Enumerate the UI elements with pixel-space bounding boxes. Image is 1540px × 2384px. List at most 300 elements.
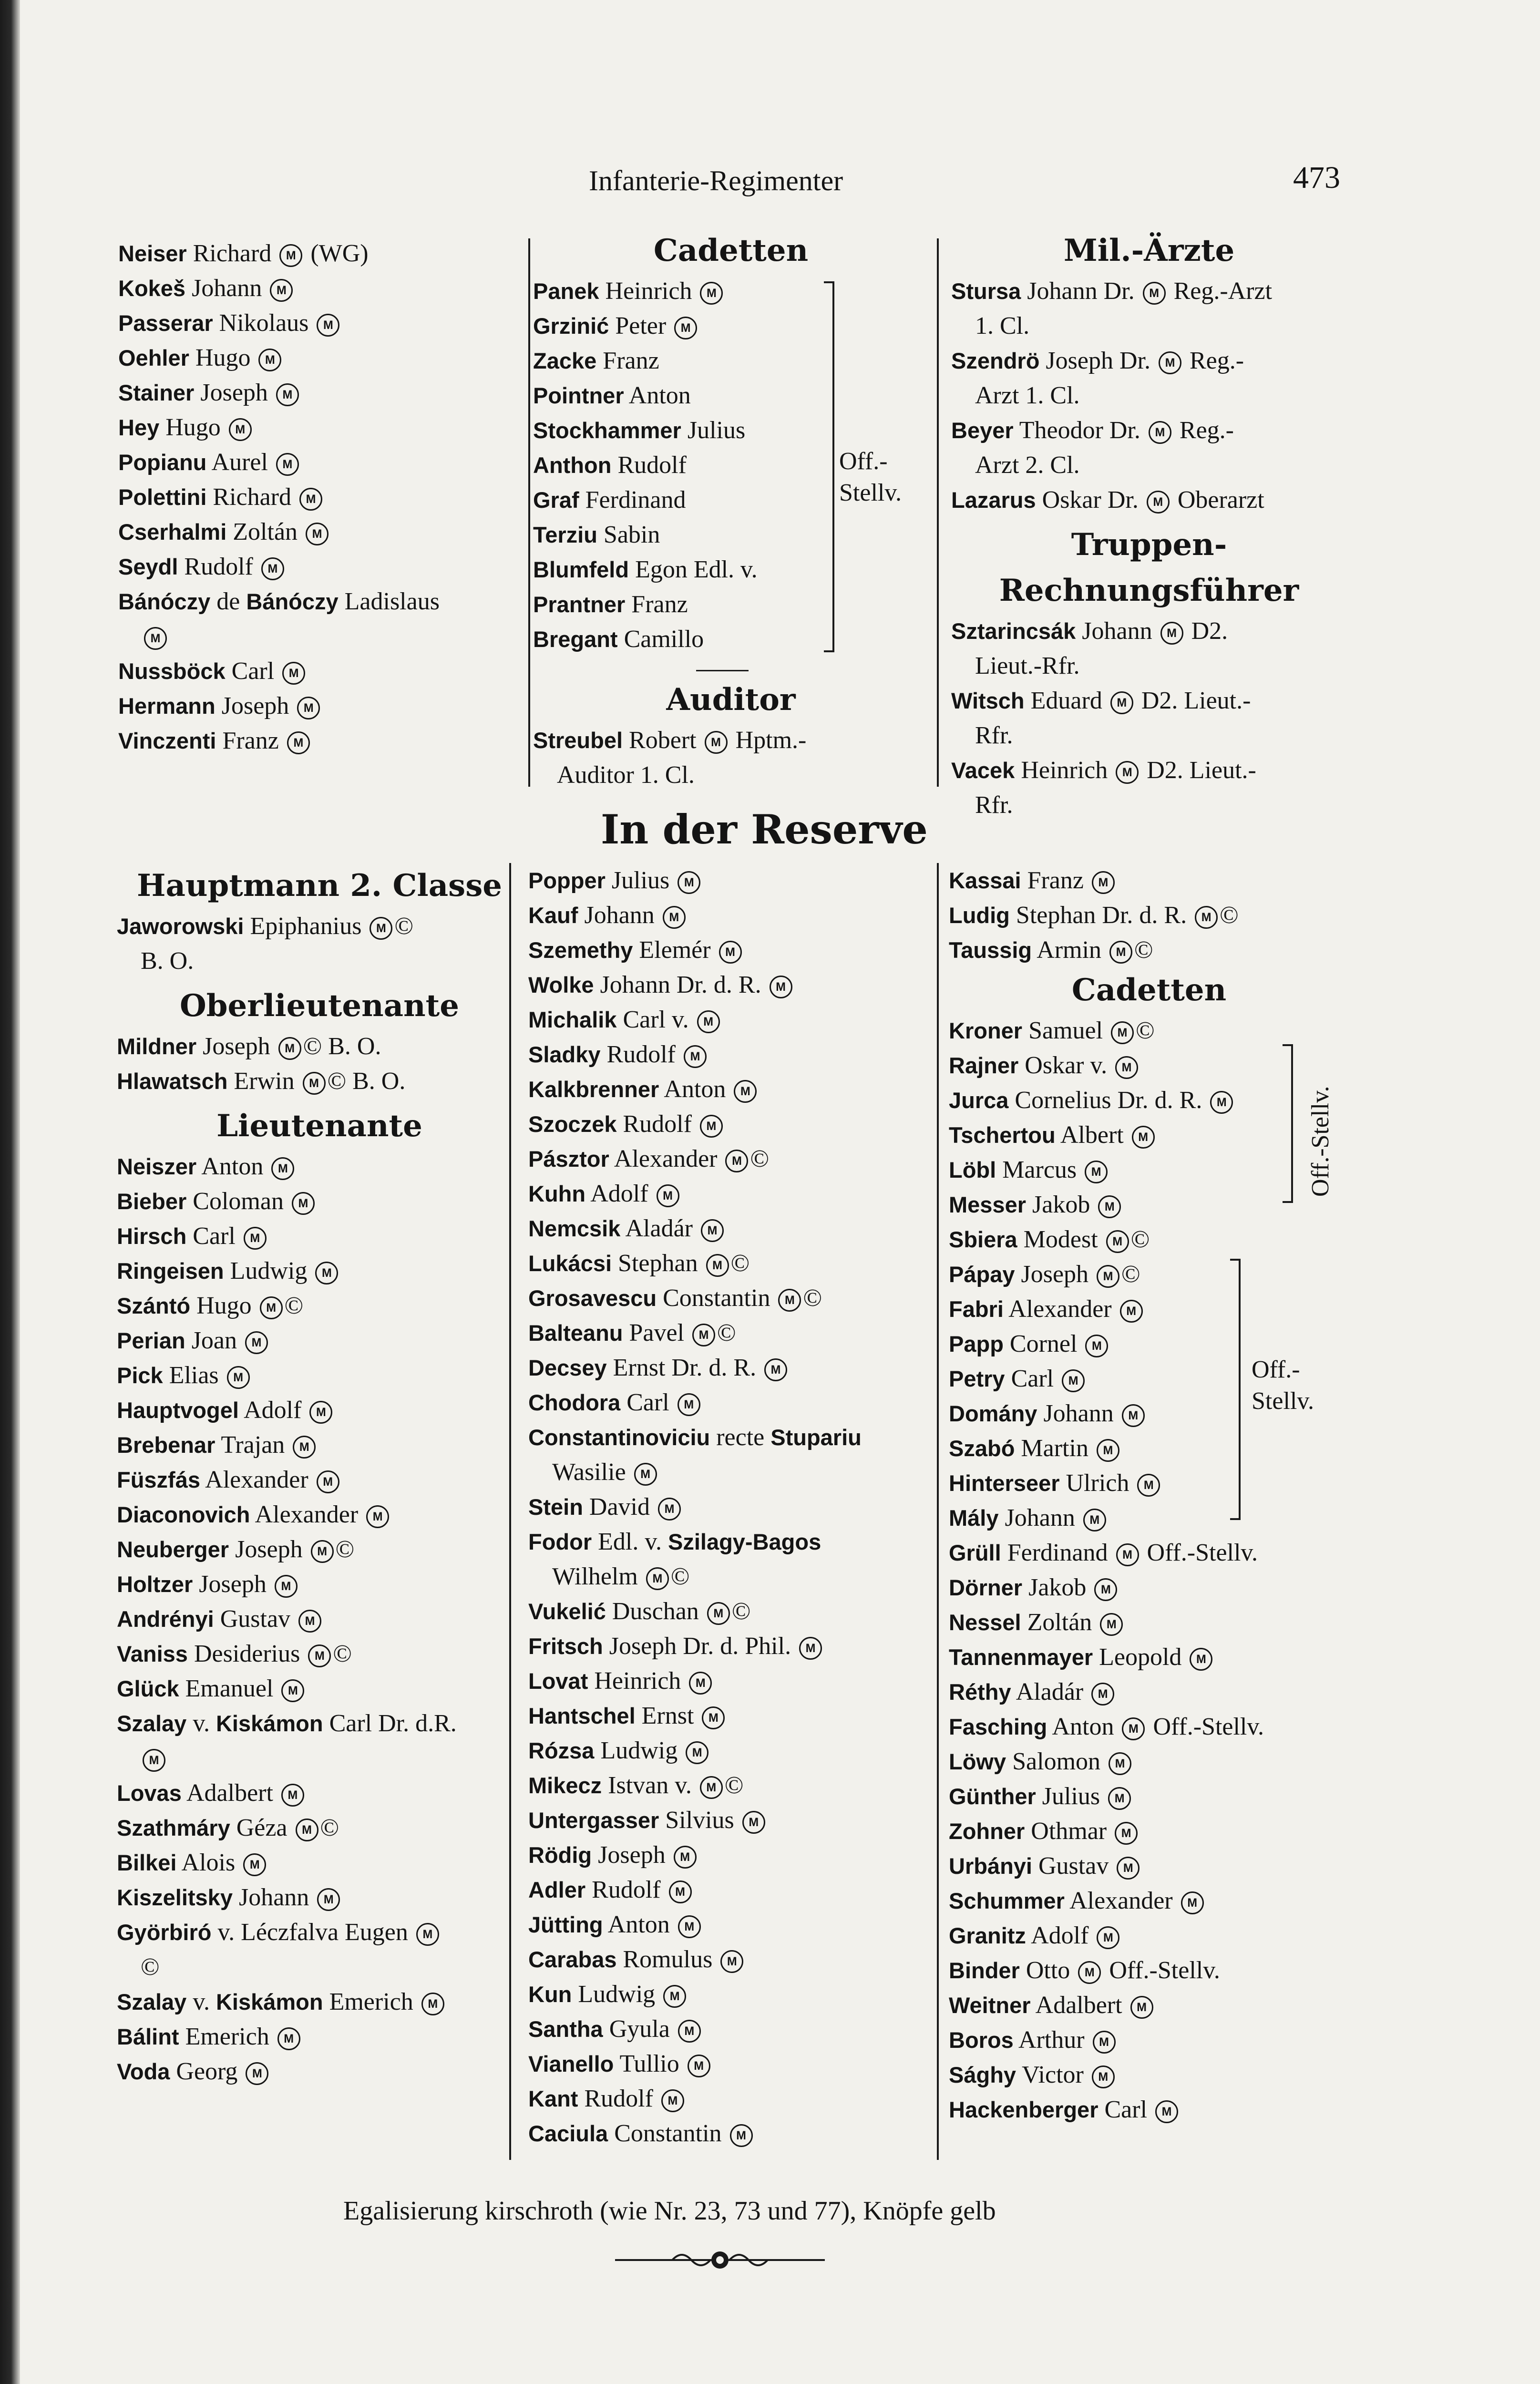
entry-surname: Grüll bbox=[949, 1540, 1001, 1565]
entry-given-name: Gustav bbox=[220, 1605, 291, 1633]
list-entry bbox=[117, 1288, 522, 1323]
entry-surname: Binder bbox=[949, 1958, 1020, 1983]
entry-given-name: Julius bbox=[611, 867, 670, 894]
list-entry bbox=[533, 517, 929, 552]
entry-given-name: Stephan Dr. d. R. bbox=[1016, 902, 1187, 929]
medal-m-icon: M bbox=[308, 1644, 331, 1667]
list-entry bbox=[118, 410, 519, 445]
entry-given-name: Franz bbox=[222, 727, 279, 754]
list-entry bbox=[949, 1953, 1349, 1988]
column-divider-right-bottom bbox=[937, 863, 939, 2160]
entry-given-name: Arzt 2. Cl. bbox=[975, 452, 1080, 479]
entry-given-name: Oskar v. bbox=[1025, 1052, 1108, 1079]
medal-m-icon: M bbox=[277, 2027, 300, 2050]
entry-given-name: Carl bbox=[1104, 2096, 1148, 2123]
medal-m-icon: M bbox=[734, 1080, 757, 1103]
copyright-c-icon: © bbox=[731, 1598, 751, 1625]
entry-given-name: Samuel bbox=[1028, 1017, 1103, 1044]
medal-m-icon: M bbox=[1093, 2031, 1116, 2054]
entry-given-name: Georg bbox=[176, 2058, 238, 2085]
medal-m-icon: M bbox=[366, 1505, 389, 1528]
entry-given-name: David bbox=[589, 1493, 650, 1521]
medal-m-icon: M bbox=[661, 2089, 684, 2112]
medal-m-icon: M bbox=[1137, 1474, 1160, 1497]
list-entry bbox=[949, 1431, 1349, 1466]
entry-given-name-2: Emerich bbox=[329, 1988, 413, 2015]
entry-surname: Nemcsik bbox=[528, 1216, 621, 1241]
aerzte-list bbox=[951, 274, 1347, 517]
copyright-c-icon: © bbox=[320, 1814, 339, 1841]
entry-given-name: Victor bbox=[1022, 2061, 1084, 2088]
medal-m-icon: M bbox=[1094, 1578, 1117, 1601]
copyright-c-icon: © bbox=[724, 1772, 744, 1799]
entry-surname: Szemethy bbox=[528, 937, 633, 963]
entry-given-name: Armin bbox=[1037, 936, 1102, 964]
medal-m-icon: M bbox=[1195, 906, 1218, 929]
list-entry bbox=[949, 1779, 1349, 1814]
medal-m-icon: M bbox=[1097, 1265, 1119, 1288]
medal-m-icon: M bbox=[309, 1401, 332, 1424]
entry-given-name: Alexander bbox=[1008, 1295, 1112, 1323]
medal-m-icon: M bbox=[299, 488, 322, 511]
entry-given-name: de bbox=[216, 588, 240, 615]
medal-m-icon: M bbox=[1085, 1335, 1108, 1357]
entry-surname: Prantner bbox=[533, 592, 626, 617]
list-entry bbox=[117, 1671, 522, 1706]
list-entry bbox=[528, 1768, 934, 1803]
entry-surname: Grzinić bbox=[533, 313, 609, 339]
list-entry bbox=[117, 1393, 522, 1428]
entry-surname: Rózsa bbox=[528, 1738, 595, 1763]
auditor-column bbox=[533, 677, 929, 792]
medal-m-icon: M bbox=[674, 1846, 697, 1869]
list-entry bbox=[528, 1037, 934, 1072]
entry-given-name: Romulus bbox=[623, 1946, 713, 1973]
list-entry bbox=[528, 1524, 934, 1559]
entry-surname: Pápay bbox=[949, 1262, 1015, 1287]
medal-m-icon: M bbox=[278, 1037, 301, 1060]
entry-surname: Nessel bbox=[949, 1610, 1021, 1635]
entry-given-name: Istvan v. bbox=[608, 1772, 692, 1799]
entry-surname: Popianu bbox=[118, 450, 207, 475]
entry-given-name: Eduard bbox=[1030, 687, 1102, 714]
entry-given-name: Julius bbox=[1042, 1783, 1100, 1810]
entry-suffix: B. O. bbox=[352, 1068, 406, 1095]
medal-m-icon: M bbox=[678, 871, 700, 894]
entry-surname: Bánóczy bbox=[118, 589, 211, 614]
entry-given-name: Adalbert bbox=[1035, 1992, 1122, 2019]
list-entry bbox=[117, 909, 522, 944]
entry-given-name: Joseph bbox=[203, 1033, 270, 1060]
entry-given-name: Carl bbox=[1011, 1365, 1054, 1392]
entry-given-name: Edl. v. bbox=[598, 1528, 662, 1555]
entry-surname: Pásztor bbox=[528, 1146, 609, 1171]
entry-given-name: Rudolf bbox=[592, 1876, 661, 1903]
entry-given-name: Pavel bbox=[629, 1319, 685, 1346]
entry-surname: Györbiró bbox=[117, 1920, 212, 1945]
entry-given-name-2: Carl Dr. d.R. bbox=[329, 1710, 457, 1737]
entry-surname: Vukelić bbox=[528, 1599, 606, 1624]
medal-m-icon: M bbox=[674, 317, 697, 339]
entry-surname: Michalik bbox=[528, 1007, 617, 1032]
entry-given-name: v. bbox=[193, 1710, 210, 1737]
entry-surname: Ludig bbox=[949, 903, 1010, 928]
entry-given-name: Ferdinand bbox=[585, 486, 686, 514]
entry-surname: Untergasser bbox=[528, 1808, 659, 1833]
medal-m-icon: M bbox=[1143, 282, 1166, 305]
entry-given-name: Joseph bbox=[200, 379, 268, 406]
entry-given-name: Johann bbox=[238, 1884, 309, 1911]
list-entry bbox=[951, 413, 1347, 448]
entry-surname: Grosavescu bbox=[528, 1285, 657, 1311]
entry-given-name: Aladár bbox=[625, 1215, 693, 1242]
entry-surname: Pick bbox=[117, 1363, 163, 1388]
list-entry bbox=[949, 2092, 1349, 2127]
entry-surname: Kant bbox=[528, 2086, 578, 2111]
list-entry bbox=[949, 1570, 1349, 1605]
entry-suffix: Off.-Stellv. bbox=[1153, 1713, 1264, 1740]
entry-surname: Kiszelitsky bbox=[117, 1885, 233, 1910]
entry-surname: Voda bbox=[117, 2059, 170, 2084]
entry-given-name: Jakob bbox=[1028, 1574, 1087, 1601]
medal-m-icon: M bbox=[1115, 1056, 1138, 1079]
list-entry bbox=[951, 378, 1347, 413]
entry-surname: Tannenmayer bbox=[949, 1644, 1093, 1670]
medal-m-icon: M bbox=[1117, 1857, 1140, 1880]
active-officers-list bbox=[118, 236, 519, 758]
list-entry bbox=[949, 1744, 1349, 1779]
medal-m-icon: M bbox=[669, 1880, 692, 1903]
list-entry bbox=[949, 1535, 1349, 1570]
list-entry bbox=[528, 1594, 934, 1629]
list-entry bbox=[951, 483, 1347, 517]
list-entry bbox=[118, 340, 519, 375]
entry-given-name: Gustav bbox=[1038, 1852, 1109, 1880]
entry-suffix: B. O. bbox=[328, 1033, 381, 1060]
list-entry bbox=[951, 308, 1347, 343]
entry-surname: Löwy bbox=[949, 1749, 1006, 1774]
entry-surname: Kroner bbox=[949, 1018, 1023, 1043]
entry-given-name: Coloman bbox=[193, 1188, 284, 1215]
entry-surname: Sladky bbox=[528, 1042, 601, 1067]
medal-m-icon: M bbox=[1120, 1300, 1143, 1323]
entry-given-name: Ernst Dr. d. R. bbox=[613, 1354, 757, 1381]
list-entry bbox=[118, 619, 519, 654]
entry-surname: Polettini bbox=[118, 484, 207, 510]
entry-given-name: Joseph bbox=[221, 692, 289, 719]
entry-given-name: Adolf bbox=[1031, 1922, 1089, 1949]
list-entry bbox=[117, 1636, 522, 1671]
list-entry bbox=[949, 1849, 1349, 1883]
entry-surname: Weitner bbox=[949, 1993, 1031, 2018]
entry-surname: Fritsch bbox=[528, 1634, 603, 1659]
medal-m-icon: M bbox=[1122, 1717, 1145, 1740]
aerzte-column bbox=[951, 228, 1347, 822]
medal-m-icon: M bbox=[1109, 1752, 1131, 1775]
medal-m-icon: M bbox=[297, 697, 320, 719]
entry-given-name: Gyula bbox=[609, 2015, 670, 2043]
entry-given-name: Zoltán bbox=[1027, 1609, 1092, 1636]
column-divider-left-top bbox=[528, 238, 530, 787]
list-entry bbox=[528, 1733, 934, 1768]
entry-given-name: Leopold bbox=[1099, 1644, 1182, 1671]
list-entry bbox=[951, 448, 1347, 483]
medal-m-icon: M bbox=[296, 1819, 318, 1841]
copyright-c-icon: © bbox=[335, 1536, 355, 1563]
medal-m-icon: M bbox=[227, 1366, 250, 1389]
entry-given-name: Ludwig bbox=[230, 1257, 308, 1284]
list-entry bbox=[949, 1466, 1349, 1500]
medal-m-icon: M bbox=[293, 1436, 316, 1459]
entry-given-name: Johann bbox=[584, 902, 655, 929]
medal-m-icon: M bbox=[261, 557, 284, 580]
entry-given-name: Aurel bbox=[211, 449, 268, 476]
list-entry bbox=[528, 1385, 934, 1420]
entry-given-name: Alexander bbox=[255, 1501, 359, 1528]
entry-surname: Seydl bbox=[118, 554, 178, 579]
entry-given-name: Rudolf bbox=[606, 1041, 676, 1068]
entry-surname: Dörner bbox=[949, 1575, 1023, 1600]
medal-m-icon: M bbox=[244, 1227, 267, 1250]
entry-surname-2: Kiskámon bbox=[216, 1711, 323, 1736]
entry-given-name: Egon Edl. v. bbox=[635, 556, 758, 583]
medal-m-icon: M bbox=[1111, 1021, 1134, 1044]
column-divider-right-top bbox=[937, 238, 939, 787]
entry-given-name: Joseph bbox=[235, 1536, 303, 1563]
oberlieutenante-list bbox=[117, 1029, 522, 1099]
medal-m-icon: M bbox=[663, 1985, 686, 2008]
entry-suffix: D2. Lieut.- bbox=[1147, 757, 1256, 784]
entry-given-name: Alexander bbox=[1069, 1887, 1173, 1914]
list-entry bbox=[118, 723, 519, 758]
medal-m-icon: M bbox=[143, 1749, 165, 1772]
entry-suffix: Reg.- bbox=[1179, 417, 1234, 444]
list-entry bbox=[117, 1602, 522, 1636]
medal-m-icon: M bbox=[1110, 691, 1133, 714]
lieutenante-heading: Lieutenante bbox=[216, 1108, 422, 1144]
column-divider-left-bottom bbox=[509, 863, 511, 2160]
active-cadetten-column bbox=[533, 228, 929, 657]
entry-surname: Granitz bbox=[949, 1923, 1026, 1948]
medal-m-icon: M bbox=[689, 1672, 712, 1695]
auditor-heading: Auditor bbox=[666, 682, 796, 718]
entry-surname: Sztarincsák bbox=[951, 618, 1076, 644]
entry-given-name: Nikolaus bbox=[219, 309, 309, 337]
medal-m-icon: M bbox=[678, 1915, 701, 1938]
footer-note: Egalisierung kirschroth (wie Nr. 23, 73 und 77), Knöpfe gelb bbox=[343, 2196, 996, 2226]
list-entry bbox=[117, 1029, 522, 1064]
medal-m-icon: M bbox=[421, 1993, 444, 2015]
medal-m-icon: M bbox=[1210, 1091, 1233, 1114]
entry-suffix: Reg.-Arzt bbox=[1173, 277, 1273, 305]
lieutenante-list bbox=[117, 1149, 522, 2089]
list-entry bbox=[528, 1455, 934, 1490]
entry-surname: Szendrö bbox=[951, 348, 1040, 373]
entry-suffix: Hptm.- bbox=[735, 727, 807, 754]
entry-surname: Hinterseer bbox=[949, 1470, 1060, 1496]
entry-given-name: Cornelius Dr. d. R. bbox=[1015, 1087, 1202, 1114]
entry-surname: Fodor bbox=[528, 1529, 592, 1554]
entry-surname: Balteanu bbox=[528, 1320, 623, 1346]
entry-given-name: Ernst bbox=[641, 1702, 694, 1729]
entry-surname: Günther bbox=[949, 1784, 1036, 1809]
medal-m-icon: M bbox=[276, 383, 299, 406]
entry-given-name: Auditor 1. Cl. bbox=[557, 761, 695, 789]
copyright-c-icon: © bbox=[141, 1953, 160, 1981]
entry-surname: Schummer bbox=[949, 1888, 1065, 1913]
entry-suffix: Off.-Stellv. bbox=[1147, 1539, 1258, 1566]
hauptmann-list bbox=[117, 909, 522, 978]
entry-surname: Streubel bbox=[533, 728, 623, 753]
entry-surname: Witsch bbox=[951, 688, 1025, 713]
entry-given-name: Otto bbox=[1026, 1957, 1070, 1984]
entry-surname: Graf bbox=[533, 487, 579, 513]
entry-surname-2: Stupariu bbox=[770, 1425, 862, 1450]
medal-m-icon: M bbox=[678, 1393, 700, 1416]
list-entry bbox=[949, 1605, 1349, 1640]
list-entry bbox=[528, 1072, 934, 1107]
medal-m-icon: M bbox=[719, 941, 742, 964]
medal-m-icon: M bbox=[707, 1602, 730, 1625]
entry-given-name: Franz bbox=[631, 591, 688, 618]
entry-surname: Zohner bbox=[949, 1819, 1025, 1844]
medal-m-icon: M bbox=[658, 1498, 681, 1521]
list-entry bbox=[951, 343, 1347, 378]
medal-m-icon: M bbox=[1190, 1648, 1212, 1671]
entry-given-name: Anton bbox=[664, 1076, 726, 1103]
medal-m-icon: M bbox=[1100, 1613, 1123, 1636]
entry-given-name: Duschan bbox=[612, 1598, 699, 1625]
entry-surname: Kalkbrenner bbox=[528, 1077, 659, 1102]
entry-given-name: Silvius bbox=[665, 1807, 734, 1834]
entry-surname: Vinczenti bbox=[118, 728, 216, 753]
list-entry bbox=[528, 1176, 934, 1211]
list-entry bbox=[528, 2081, 934, 2116]
entry-surname: Perian bbox=[117, 1328, 185, 1353]
list-entry bbox=[118, 654, 519, 688]
entry-surname: Fabri bbox=[949, 1296, 1004, 1322]
entry-given-name: Othmar bbox=[1031, 1818, 1107, 1845]
entry-surname: Vianello bbox=[528, 2051, 614, 2076]
reserve-group2-label bbox=[1252, 1354, 1314, 1417]
medal-m-icon: M bbox=[246, 2062, 268, 2085]
entry-given-name: Modest bbox=[1023, 1226, 1098, 1253]
list-entry bbox=[117, 1706, 522, 1741]
medal-m-icon: M bbox=[701, 1219, 724, 1242]
medal-m-icon: M bbox=[725, 1150, 748, 1172]
list-entry bbox=[118, 584, 519, 619]
entry-given-name: Emerich bbox=[185, 2023, 269, 2050]
list-entry bbox=[117, 1880, 522, 1915]
medal-m-icon: M bbox=[317, 1888, 340, 1911]
entry-given-name: Constantin bbox=[614, 2120, 722, 2147]
entry-given-name: recte bbox=[716, 1424, 765, 1451]
list-entry bbox=[117, 1428, 522, 1462]
entry-suffix: Off.-Stellv. bbox=[1109, 1957, 1220, 1984]
entry-given-name: Arzt 1. Cl. bbox=[975, 382, 1080, 409]
list-entry bbox=[117, 1219, 522, 1254]
entry-given-name: Theodor Dr. bbox=[1019, 417, 1140, 444]
entry-given-name: Johann Dr. d. R. bbox=[600, 971, 761, 998]
list-entry bbox=[528, 863, 934, 898]
list-entry bbox=[118, 514, 519, 549]
entry-given-name: Joan bbox=[191, 1327, 237, 1354]
list-entry bbox=[528, 2116, 934, 2151]
copyright-c-icon: © bbox=[1130, 1226, 1150, 1253]
list-entry bbox=[949, 1988, 1349, 2023]
entry-surname: Füszfás bbox=[117, 1467, 200, 1492]
medal-m-icon: M bbox=[697, 1010, 720, 1033]
entry-given-name: Adolf bbox=[244, 1397, 302, 1424]
list-entry bbox=[118, 236, 519, 271]
copyright-c-icon: © bbox=[394, 913, 413, 940]
entry-given-name: Hugo bbox=[196, 1292, 252, 1319]
entry-surname: Popper bbox=[528, 868, 606, 893]
entry-given-name: Adolf bbox=[590, 1180, 648, 1207]
entry-surname: Pointner bbox=[533, 383, 624, 408]
entry-given-name: Ulrich bbox=[1066, 1469, 1129, 1497]
entry-given-name: Camillo bbox=[624, 626, 704, 653]
medal-m-icon: M bbox=[370, 917, 392, 940]
list-entry bbox=[528, 1664, 934, 1698]
entry-surname: Vacek bbox=[951, 758, 1015, 783]
entry-given-name: Adalbert bbox=[186, 1779, 273, 1807]
entry-given-name: Johann bbox=[1082, 617, 1152, 645]
reserve-right-top-list bbox=[949, 863, 1349, 967]
list-entry bbox=[949, 1257, 1349, 1292]
entry-surname: Ringeisen bbox=[117, 1258, 224, 1284]
medal-m-icon: M bbox=[1115, 1822, 1138, 1845]
entry-surname: Diaconovich bbox=[117, 1502, 250, 1527]
list-entry bbox=[117, 2019, 522, 2054]
entry-suffix: D2. bbox=[1191, 617, 1228, 645]
entry-surname: Holtzer bbox=[117, 1572, 193, 1597]
entry-given-name: 1. Cl. bbox=[975, 312, 1030, 339]
entry-surname: Neuberger bbox=[117, 1537, 229, 1562]
entry-surname: Hermann bbox=[118, 693, 216, 719]
running-header: Infanterie-Regimenter bbox=[589, 165, 843, 196]
entry-surname: Sághy bbox=[949, 2062, 1016, 2087]
entry-surname: Taussig bbox=[949, 937, 1032, 963]
entry-given-name: Rudolf bbox=[184, 553, 253, 580]
entry-surname: Messer bbox=[949, 1192, 1026, 1217]
medal-m-icon: M bbox=[1085, 1161, 1108, 1183]
medal-m-icon: M bbox=[692, 1324, 715, 1346]
medal-m-icon: M bbox=[1097, 1926, 1119, 1949]
medal-m-icon: M bbox=[688, 2055, 710, 2077]
list-entry bbox=[117, 1532, 522, 1567]
entry-given-name: Rudolf bbox=[584, 2085, 653, 2112]
entry-given-name: Oskar Dr. bbox=[1042, 486, 1139, 514]
entry-given-name: Cornel bbox=[1009, 1330, 1078, 1357]
entry-surname: Löbl bbox=[949, 1157, 996, 1182]
medal-m-icon: M bbox=[742, 1811, 765, 1834]
medal-m-icon: M bbox=[1078, 1961, 1101, 1984]
entry-surname: Hey bbox=[118, 415, 160, 440]
medal-m-icon: M bbox=[271, 1157, 294, 1180]
page-number: 473 bbox=[1293, 160, 1340, 195]
entry-given-name: Joseph Dr. d. Phil. bbox=[609, 1633, 791, 1660]
entry-given-name: Lieut.-Rfr. bbox=[975, 652, 1080, 679]
entry-given-name: Anton bbox=[1052, 1713, 1114, 1740]
list-entry bbox=[528, 1350, 934, 1385]
list-entry bbox=[533, 552, 929, 587]
medal-m-icon: M bbox=[243, 1853, 266, 1876]
entry-surname: Mikecz bbox=[528, 1773, 602, 1798]
reserve-group2-label-line2: Stellv. bbox=[1252, 1387, 1314, 1415]
entry-surname: Mildner bbox=[117, 1034, 197, 1059]
cadetten-group-label bbox=[839, 446, 902, 509]
